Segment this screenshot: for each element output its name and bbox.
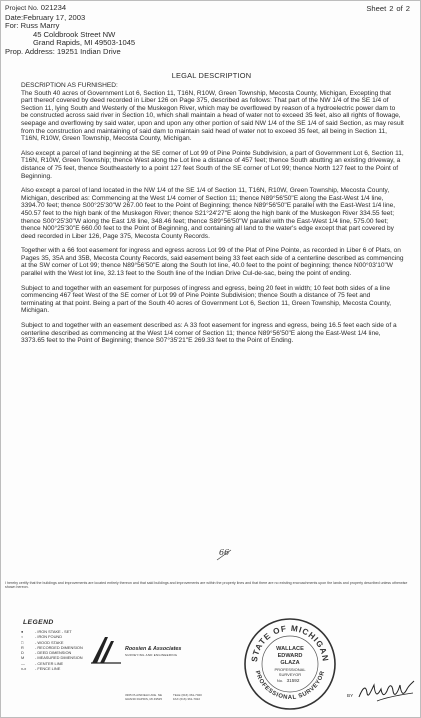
client-address-line1: 45 Coldbrook Street NW <box>33 29 116 39</box>
company-address-line1: 3365 PLAINFIELD AVE. NE <box>125 693 162 697</box>
legal-paragraph: The South 40 acres of Government Lot 6, Section 11, T16N, R10W, Green Township, Mecosta County, Michigan, Excepting that part thereof covered by deed recorded in Liber 126 on Page 375, described as follows: That part of the NW 1/4 of the SE 1/4 of Section 11, lying South and Westerly of the Muskegon River, which may be overflowed by reason of a hydroelectric power dam to be constructed across said river in Section 10, which shall maintain a head of water not to exceed 35 feet, also all rights of flowage, seepage and overflowing by said water, upon and upon any other portion of said NW 1/4 of the SE 1/4 of said Section, as may result from the construction and maintaining of said dam to maintain said head of water not to exceed 35 feet, all being in Section 11, T16N, R10W, Green Township, Mecosta County, Michigan. <box>21 89 404 143</box>
legend-symbol: R <box>21 644 24 650</box>
seal-number: 31592 <box>286 678 300 683</box>
legend <box>21 629 83 671</box>
company-address <box>125 694 162 701</box>
legend-symbol: ● <box>21 629 24 634</box>
company-phone <box>173 694 202 701</box>
company-tele: TELE (616) 361-7020 <box>173 693 202 697</box>
legal-paragraph: Also except a parcel of land beginning at the SE corner of Lot 99 of Pine Pointe Subdivision, a part of Government Lot 6, Section 11, T16N, R10W, Green Township; thence West along the Lot line a distance of 457 feet; thence South abutting an existing driveway, a distance of 75 feet, thence Southeasterly to a point 127 feet South of the SE corner of Lot 99; thence North 127 feet to the Point of Beginning. <box>21 149 404 180</box>
for-label: For: <box>5 21 19 31</box>
by-label: BY <box>347 693 354 698</box>
property-address-label: Prop. Address: <box>5 46 55 56</box>
company-logo-icon <box>89 633 123 667</box>
project-label: Project No. <box>5 5 39 12</box>
seal-title-line2: SURVEYOR <box>278 672 302 677</box>
handwritten-correction-text: 66 <box>219 548 230 557</box>
company-fax: FAX (616) 361-7022 <box>173 696 201 701</box>
legend-symbol: □ <box>21 639 24 645</box>
date-value: February 17, 2003 <box>23 12 86 22</box>
legend-label: - DEED DIMENSION <box>35 650 72 655</box>
sheet-number <box>363 4 410 13</box>
seal-bottom-text: PROFESSIONAL SURVEYOR <box>253 670 327 702</box>
sheet-of: of <box>396 4 403 13</box>
seal-title-line1: PROFESSIONAL <box>274 667 306 672</box>
legend-label: - IRON FOUND <box>35 634 63 640</box>
legend-symbol: x-x <box>21 665 27 671</box>
company-subtitle: SURVEYING AND ENGINEERING <box>125 653 178 657</box>
certification-text: I hereby certify that the buildings and improvements are located entirely thereon and that said buildings and improvements are within the property lines and that there are no existing encroachments upon the lands and property described unless otherwise shown hereon. <box>5 581 408 590</box>
legal-paragraph: Also except a parcel of land located in the NW 1/4 of the SE 1/4 of Section 11, T16N, R10W, Green Township, Mecosta County, Michigan, described as: Commencing at the West 1/4 corner of Section 11; thence N89°56'50"E along the East-West 1/4 line, 3394.70 feet; thence S00°25'30"W 267.00 feet to the Point of Beginning; thence N89°56'50"E parallel with the East-West 1/4 line, 450.57 feet to the high bank of the Muskegon River; thence S21°24'27"E along the high bank of the Muskegon River 334.55 feet; thence S00°25'30"W along the East 1/8 line, 348.46 feet; thence S89°56'50"W parallel with the East-West 1/4 line, 575.00 feet; thence N00°25'30"E 660.00 feet to the Point of Beginning, and containing all land to the water's edge except that part covered by deed recorded in Liber 126, Page 375, Mecosta County Records. <box>21 187 396 240</box>
seal-name-line2: EDWARD <box>277 653 303 659</box>
legend-item <box>21 666 83 671</box>
seal-state-text: STATE OF MICHIGAN <box>249 623 331 663</box>
description-subtitle: DESCRIPTION AS FURNISHED: <box>21 82 118 89</box>
handwritten-correction <box>215 546 239 562</box>
legal-description-title: LEGAL DESCRIPTION <box>171 71 252 80</box>
header-block <box>5 4 305 57</box>
date-label: Date: <box>5 12 24 22</box>
legend-label: - MEASURED DIMENSION <box>35 655 83 661</box>
project-number: 021234 <box>40 3 67 12</box>
sheet-label: Sheet <box>366 4 387 13</box>
legend-symbol: — <box>21 660 25 666</box>
seal-name-line1: WALLACE <box>276 646 304 652</box>
seal-no-label: No. <box>276 678 284 683</box>
legal-paragraph: Together with a 66 foot easement for ingress and egress across Lot 99 of the Plat of Pine Pointe, as recorded in Liber 6 of Plats, on Pages 35, 35A and 35B, Mecosta County Records, said easement being 33 feet each side of a centerline described as commencing at the SW corner of Lot 99; thence N89°56'50"E along the South lot line, 40.0 feet to the point of beginning; thence N00°03'10"W parallel with the West lot line, 32.13 feet to the South line of the Indian Drive Cul-de-sac, being the point of ending. <box>21 247 404 278</box>
legend-label: - WOOD STAKE <box>35 639 64 645</box>
legend-symbol: ○ <box>21 634 24 640</box>
legend-label: - FENCE LINE <box>35 665 61 671</box>
company-name: Roosien & Associates <box>125 646 182 652</box>
property-address: 19251 Indian Drive <box>56 46 121 56</box>
signature <box>357 673 417 707</box>
sheet-current: 2 <box>389 4 394 13</box>
legend-symbol: D <box>21 650 24 655</box>
legal-paragraph: Subject to and together with an easement described as: A 33 foot easement for ingress and egress, being 16.5 feet each side of a centerline described as commencing at the West 1/4 corner of Section 11; thence N89°56'50"E along the East-West 1/4 line, 3373.65 feet to the Point of Beginning; thence S07°35'21"E 269.33 feet to the Point of Ending. <box>21 322 397 345</box>
legend-label: - CENTER LINE <box>35 660 64 666</box>
legend-symbol: M <box>21 655 25 661</box>
legend-label: - RECORDED DIMENSION <box>35 644 83 650</box>
property-address-line <box>5 48 305 57</box>
company-address-line2: GRAND RAPIDS, MI 49525 <box>125 696 163 701</box>
sheet-total: 2 <box>405 4 410 13</box>
legal-description-body <box>21 82 404 352</box>
surveyor-seal <box>243 617 337 711</box>
legend-title: LEGEND <box>23 619 54 626</box>
client-name: Russ Marry <box>20 21 60 31</box>
client-address-line2: Grand Rapids, MI 49503-1045 <box>33 38 136 48</box>
seal-name-line3: GLAZA <box>280 660 300 666</box>
legend-label: - IRON STAKE - SET <box>35 629 72 634</box>
legal-paragraph: Subject to and together with an easement for purposes of ingress and egress, being 20 feet in width; 10 feet both sides of a line commencing 467 feet West of the SE corner of Lot 99 of Pine Pointe Subdivision; thence South a distance of 75 feet and terminating at that point. Being a part of the South 40 acres of Government Lot 6, Section 11, Green Township, Mecosta County, Michigan. <box>21 284 392 315</box>
